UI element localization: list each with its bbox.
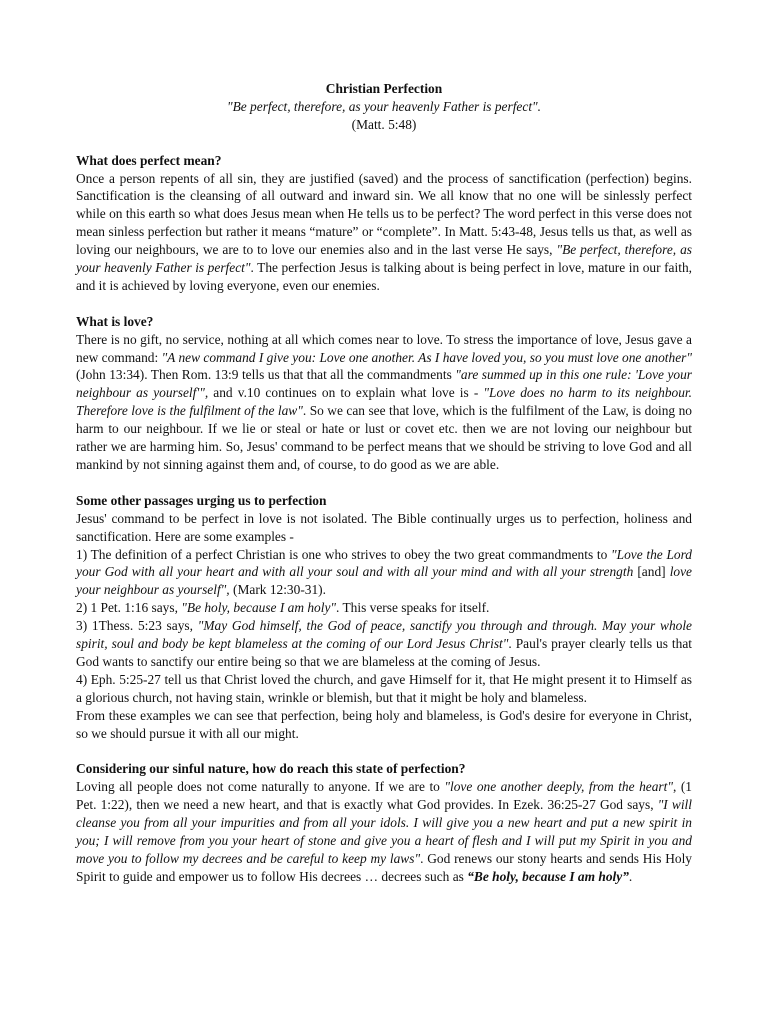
text-run: From these examples we can see that perfection, being holy and blameless, is God's desire for everyone in Christ, so we should pursue it with all our might.: [76, 707, 692, 741]
text-run: 1) The definition of a perfect Christian is one who strives to obey the two great commandments to: [76, 546, 612, 562]
paragraph: [76, 707, 692, 743]
text-run: . God renews our stony hearts and sends His Holy Spirit to guide and empower us to follow His decrees … decrees such as: [76, 850, 692, 884]
paragraph: [76, 510, 692, 546]
section-heading: What is love?: [76, 313, 154, 329]
epigraph-quote: "Be perfect, therefore, as your heavenly Father is perfect".: [226, 98, 542, 114]
section: [76, 313, 692, 474]
paragraph: [76, 546, 692, 600]
text-run: "I will cleanse you from all your impurities and from all your idols. I will give you a new heart and put a new spirit in you; I will remove from you your heart of stone and give you a heart of flesh and I will put my Spirit in you and move you to follow my decrees and be careful to keep my laws": [76, 797, 692, 866]
section: [76, 152, 692, 295]
text-run: "love one another deeply, from the heart": [444, 779, 673, 795]
text-run: . The perfection Jesus is talking about is being perfect in love, mature in our faith, and it is achieved by loving everyone, even our enemies.: [76, 260, 692, 293]
text-run: "Be holy, because I am holy": [181, 600, 337, 616]
paragraph: [76, 778, 692, 885]
text-run: "A new command I give you: Love one another. As I have loved you, so you must love one another": [161, 349, 693, 365]
text-run: 2) 1 Pet. 1:16 says,: [76, 600, 182, 616]
text-run: (Mark 12:30-31).: [229, 582, 326, 598]
section: [76, 760, 692, 885]
text-run: 3) 1Thess. 5:23 says,: [76, 618, 198, 634]
section: [76, 492, 692, 743]
text-run: . Paul's prayer clearly tells us that God wants to sanctify our entire being so that we are blameless at the coming of Jesus.: [76, 636, 692, 669]
text-run: "are summed up in this one rule: 'Love your neighbour as yourself'",: [76, 367, 692, 401]
text-run: . This verse speaks for itself.: [336, 600, 490, 616]
paragraph: [76, 599, 692, 617]
section-heading: Some other passages urging us to perfection: [76, 492, 327, 508]
paragraph: [76, 331, 692, 474]
text-run: "Love the Lord your God with all your heart and with all your soul and with all your mind and with all your strength: [76, 546, 692, 580]
text-run: .: [628, 868, 633, 884]
text-run: "May God himself, the God of peace, sanctify you through and through. May your whole spirit, soul and body be kept blameless at the coming of our Lord Jesus Christ": [76, 618, 692, 652]
paragraph: [76, 170, 692, 295]
text-run: and v.10 continues on to explain what love is -: [208, 385, 484, 401]
text-run: Loving all people does not come naturally to anyone. If we are to: [76, 779, 445, 795]
text-run: [and]: [633, 564, 670, 580]
paragraph: [76, 671, 692, 707]
text-run: Once a person repents of all sin, they are justified (saved) and the process of sanctification (perfection) begins. Sanctification is the cleansing of all outward and inward sin. We all know that no one will be sinlessly perfect while on this earth so what does Jesus mean when He tells us to be perfect? The word perfect in this verse does not mean sinless perfection but rather it means “mature” or “complete”. In Matt. 5:43-48, Jesus tells us that, as well as loving our neighbours, we are to to love our enemies also and in the last verse He says,: [76, 170, 692, 258]
text-run: 4) Eph. 5:25-27 tell us that Christ loved the church, and gave Himself for it, that He might present it to Himself as a glorious church, not having stain, wrinkle or blemish, but that it might be holy and blameless.: [76, 671, 692, 705]
text-run: "Love does no harm to its neighbour. Therefore love is the fulfilment of the law": [76, 385, 692, 419]
text-run: (John 13:34). Then Rom. 13:9 tells us that that all the commandments: [76, 367, 456, 383]
text-run: "Be perfect, therefore, as your heavenly Father is perfect": [76, 242, 692, 276]
document-body: [76, 152, 692, 886]
document-page: [76, 80, 692, 904]
text-run: “Be holy, because I am holy”: [467, 868, 629, 884]
section-heading: What does perfect mean?: [76, 152, 222, 168]
paragraph: [76, 617, 692, 671]
title-block: [76, 80, 692, 134]
text-run: There is no gift, no service, nothing at all which comes near to love. To stress the importance of love, Jesus gave a new command:: [76, 331, 692, 365]
text-run: . So we can see that love, which is the fulfilment of the Law, is doing no harm to our neighbour. If we lie or steal or hate or lust or covet etc. then we are not loving our neighbour but rather we are harming him. So, Jesus' command to be perfect means that we should be striving to love God and all mankind by not sinning against them and, of course, to do good as we are able.: [76, 403, 692, 472]
section-heading: Considering our sinful nature, how do reach this state of perfection?: [76, 761, 466, 777]
epigraph-reference: (Matt. 5:48): [351, 116, 417, 132]
document-title: Christian Perfection: [325, 81, 443, 96]
text-run: love your neighbour as yourself",: [76, 564, 692, 598]
text-run: , (1 Pet. 1:22), then we need a new heart, and that is exactly what God provides. In Ezek. 36:25-27 God says,: [76, 779, 692, 813]
text-run: Jesus' command to be perfect in love is not isolated. The Bible continually urges us to perfection, holiness and sanctification. Here are some examples -: [76, 510, 692, 544]
